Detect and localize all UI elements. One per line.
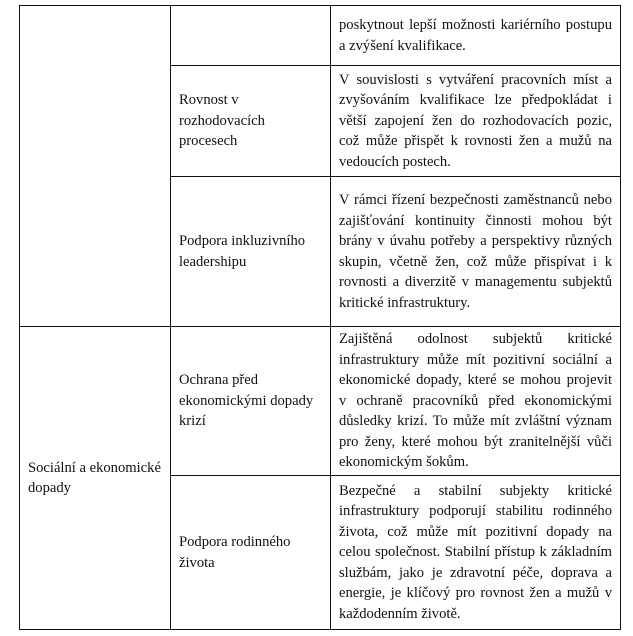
description-cell: V rámci řízení bezpečnosti zaměstnanců nebo zajišťování kontinuity činnosti mohou být brány v úvahu potřeby a perspektivy různých skupin, včetně žen, což může přispívat i k rovnosti a diverzitě v managementu subjektů kritické infrastruktury.	[331, 177, 621, 327]
description-cell: poskytnout lepší možnosti kariérního postupu a zvýšení kvalifikace.	[331, 6, 621, 66]
table-row	[20, 6, 621, 66]
factor-cell	[171, 6, 331, 66]
area-cell: Sociální a ekonomické dopady	[20, 327, 171, 630]
description-cell: Bezpečné a stabilní subjekty kritické infrastruktury podporují stabilitu rodinného života, což může mít pozitivní dopady na celou společnost. Stabilní přístup k základním službám, jako je zdravotní péče, doprava a energie, je klíčový pro rovnost žen a mužů v každodenním životě.	[331, 476, 621, 630]
factor-cell: Podpora inkluzivního leadershipu	[171, 177, 331, 327]
factor-cell: Podpora rodinného života	[171, 476, 331, 630]
impact-table	[19, 5, 621, 630]
area-cell	[20, 6, 171, 327]
factor-cell: Rovnost v rozhodovacích procesech	[171, 66, 331, 177]
description-cell: V souvislosti s vytváření pracovních míst a zvyšováním kvalifikace lze předpokládat i větší zapojení žen do rozhodovacích pozic, což může přispět k rovnosti žen a mužů na vedoucích postech.	[331, 66, 621, 177]
factor-cell: Ochrana před ekonomickými dopady krizí	[171, 327, 331, 476]
table-row	[20, 327, 621, 476]
description-cell: Zajištěná odolnost subjektů kritické infrastruktury může mít pozitivní sociální a ekonomické dopady, které se mohou projevit v ochraně pracovníků před ekonomickými důsledky krizí. To může mít zvláštní význam pro ženy, které mohou být zranitelnější vůči ekonomickým šokům.	[331, 327, 621, 476]
